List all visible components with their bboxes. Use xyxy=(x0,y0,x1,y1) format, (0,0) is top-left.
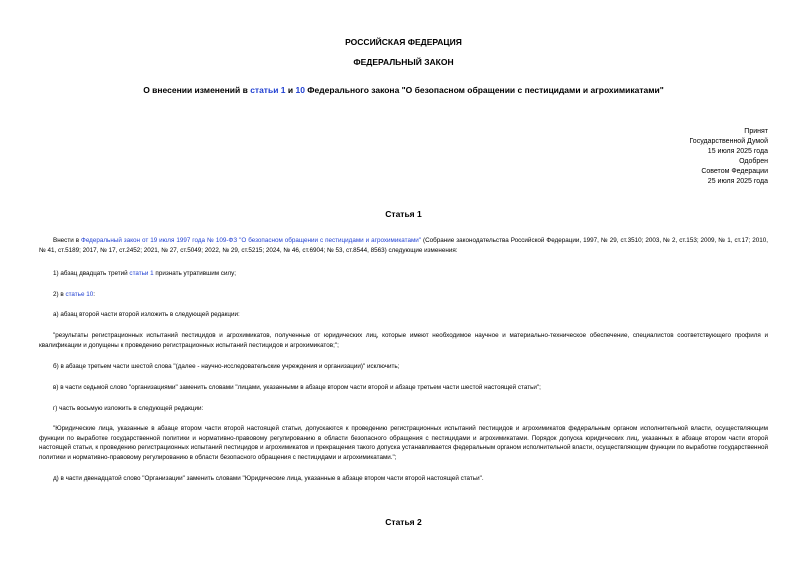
article-2-heading: Статья 2 xyxy=(385,517,422,527)
sub-item-b: б) в абзаце третьем части шестой слова "(далее - научно-исследовательские учреждения и организации)" исключить; xyxy=(53,363,400,370)
approved-by: Советом Федерации xyxy=(701,168,768,175)
item-1-article-link[interactable]: статьи 1 xyxy=(129,270,154,277)
sub-item-a: а) абзац второй части второй изложить в следующей редакции: xyxy=(53,311,240,318)
title-link-article-10[interactable]: 10 xyxy=(295,85,305,95)
article-1-intro xyxy=(39,236,768,255)
federal-law-link[interactable]: Федеральный закон от 19 июля 1997 года № 109-ФЗ "О безопасном обращении с пестицидами и агрохимикатами" xyxy=(81,237,422,244)
adopted-label: Принят xyxy=(744,128,768,135)
intro-suffix: (Собрание законодательства Российской Федерации, 1997, № 29, ст.3510; 2003, № 2, ст.153; 2009, № 1, ст.17; 2010, № 41, ст.5189; 2017, № 17, ст.2452; 2021, № 27, ст.5049; 2022, № 29, ст.5215; 2024, № 46, ст.6904; № 53, ст.8544, 8563) следующие изменения: xyxy=(39,237,769,254)
intro-prefix: Внести в xyxy=(53,237,82,244)
approved-label: Одобрен xyxy=(739,158,768,165)
item-1-suffix: признать утратившим силу; xyxy=(153,270,237,277)
country-heading: РОССИЙСКАЯ ФЕДЕРАЦИЯ xyxy=(345,37,462,47)
title-suffix: Федерального закона "О безопасном обращении с пестицидами и агрохимикатами" xyxy=(304,85,664,95)
item-2-article-link[interactable]: статье 10 xyxy=(65,291,94,298)
quote-a: "результаты регистрационных испытаний пестицидов и агрохимикатов, полученные от юридических лиц, которые имеют необходимое научное и материально-техническое обеспечение, специалистов соответствующего профиля и квалификации и допущены к проведению регистрационных испытаний пестицидов и агрохимикатов;"; xyxy=(39,332,768,349)
sub-item-d: д) в части двенадцатой слово "Организации" заменить словами "Юридические лица, указанные в абзаце втором части второй настоящей статьи". xyxy=(53,475,484,482)
quote-g: "Юридические лица, указанные в абзаце втором части второй настоящей статьи, допускаются к проведению регистрационных испытаний пестицидов и агрохимикатов федеральным органом исполнительной власти, осуществляющим функции по выработке государственной политики и нормативно-правовому регулированию в области безопасного обращения с пестицидами и агрохимикатами. Порядок допуска юридических лиц, указанных в абзаце втором части второй настоящей статьи, к проведению регистрационных испытаний пестицидов и агрохимикатов и прекращения такого допуска устанавливается федеральным органом исполнительной власти, осуществляющим функции по выработке государственной политики и нормативно-правовому регулированию в области безопасного обращения с пестицидами и агрохимикатами."; xyxy=(39,425,768,461)
adopted-by: Государственной Думой xyxy=(689,138,768,145)
law-title xyxy=(0,85,807,95)
article-1-heading: Статья 1 xyxy=(385,209,422,219)
law-type-heading: ФЕДЕРАЛЬНЫЙ ЗАКОН xyxy=(353,57,454,67)
sub-item-g: г) часть восьмую изложить в следующей редакции: xyxy=(53,405,204,412)
approved-date: 25 июля 2025 года xyxy=(707,178,768,185)
title-link-article-1[interactable]: статьи 1 xyxy=(250,85,286,95)
item-2-prefix: 2) в xyxy=(53,291,66,298)
item-2 xyxy=(39,290,768,300)
title-prefix: О внесении изменений в xyxy=(143,85,251,95)
adopted-date: 15 июля 2025 года xyxy=(707,148,768,155)
title-and: и xyxy=(285,85,296,95)
sub-item-v: в) в части седьмой слово "организациями" заменить словами "лицами, указанными в абзаце втором части второй и абзаце третьем части шестой настоящей статьи"; xyxy=(53,384,541,391)
adoption-block xyxy=(689,127,768,187)
item-2-suffix: : xyxy=(93,291,95,298)
item-1 xyxy=(39,269,768,279)
item-1-prefix: 1) абзац двадцать третий xyxy=(53,270,130,277)
